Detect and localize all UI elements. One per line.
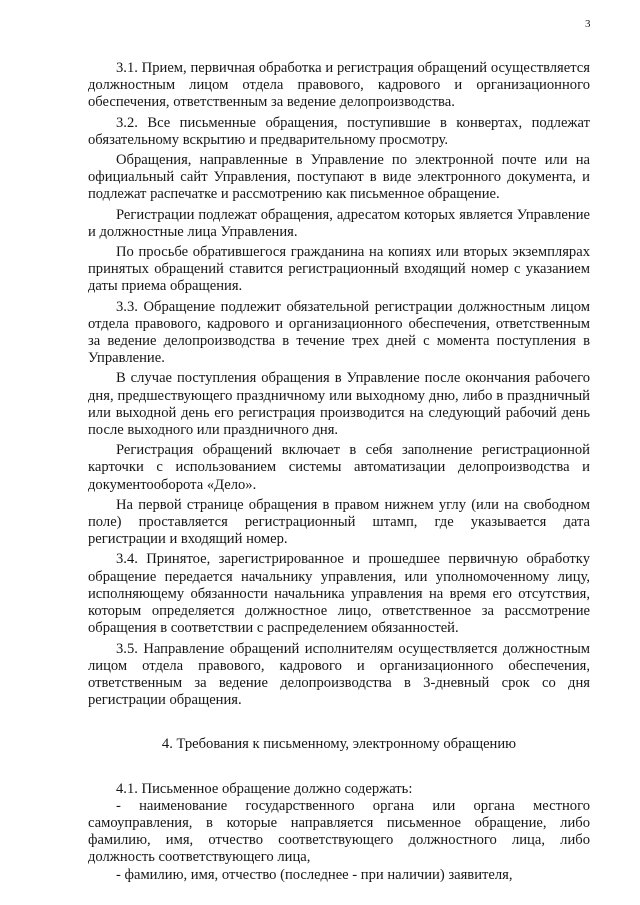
paragraph-3-3: 3.3. Обращение подлежит обязательной регистрации должностным лицом отдела правового, кадрового и организационного обеспечения, ответственным за ведение делопроизводства в течение трех дней с момента поступления в Управление. (88, 298, 590, 367)
paragraph-3-5: 3.5. Направление обращений исполнителям осуществляется должностным лицом отдела правового, кадрового и организационного обеспечения, ответственным за ведение делопроизводства в 3-дневный срок со дня регистрации обращения. (88, 640, 590, 709)
paragraph-4-1: 4.1. Письменное обращение должно содержать: (116, 780, 413, 797)
paragraph-3-4: 3.4. Принятое, зарегистрированное и прошедшее первичную обработку обращение передается начальнику управления, или уполномоченному лицу, исполняющему обязанности начальника управления на время его отсутствия, которым определяется должностное лицо, ответственное за рассмотрение обращения в соответствии с распределением обязанностей. (88, 551, 590, 637)
paragraph-registration-stamp: На первой странице обращения в правом нижнем углу (или на свободном поле) проставляется регистрационный штамп, где указывается дата регистрации и входящий номер. (88, 496, 590, 548)
list-item-applicant-name: - фамилию, имя, отчество (последнее - при наличии) заявителя, (116, 866, 513, 883)
paragraph-3-2: 3.2. Все письменные обращения, поступившие в конвертах, подлежат обязательному вскрытию и предварительному просмотру. (88, 114, 590, 148)
paragraph-copies-number: По просьбе обратившегося гражданина на копиях или вторых экземплярах принятых обращений ставится регистрационный входящий номер с указанием даты приема обращения. (88, 244, 590, 295)
paragraph-holiday-registration: В случае поступления обращения в Управление после окончания рабочего дня, предшествующего праздничному или выходному дню, либо в праздничный или выходной день его регистрация производится на следующий рабочий день после выходного или праздничного дня. (88, 370, 590, 439)
list-item-authority-name: - наименование государственного органа или органа местного самоуправления, в которые направляется письменное обращение, либо фамилию, имя, отчество соответствующего должностного лица, либо должность соответствующего лица, (88, 797, 590, 866)
section-heading: 4. Требования к письменному, электронному обращению (161, 736, 517, 753)
page-number: 3 (585, 18, 591, 30)
paragraph-registration-scope: Регистрации подлежат обращения, адресатом которых является Управление и должностные лица Управления. (88, 206, 590, 240)
document-body (88, 60, 590, 884)
paragraph-3-1: 3.1. Прием, первичная обработка и регистрация обращений осуществляется должностным лицом отдела правового, кадрового и организационного обеспечения, ответственным за ведение делопроизводства. (88, 60, 590, 111)
paragraph-registration-card: Регистрация обращений включает в себя заполнение регистрационной карточки с использованием системы автоматизации делопроизводства и документооборота «Дело». (88, 442, 590, 493)
paragraph-electronic-requests: Обращения, направленные в Управление по электронной почте или на официальный сайт Управления, поступают в виде электронного документа, и подлежат распечатке и рассмотрению как письменное обращение. (88, 152, 590, 203)
